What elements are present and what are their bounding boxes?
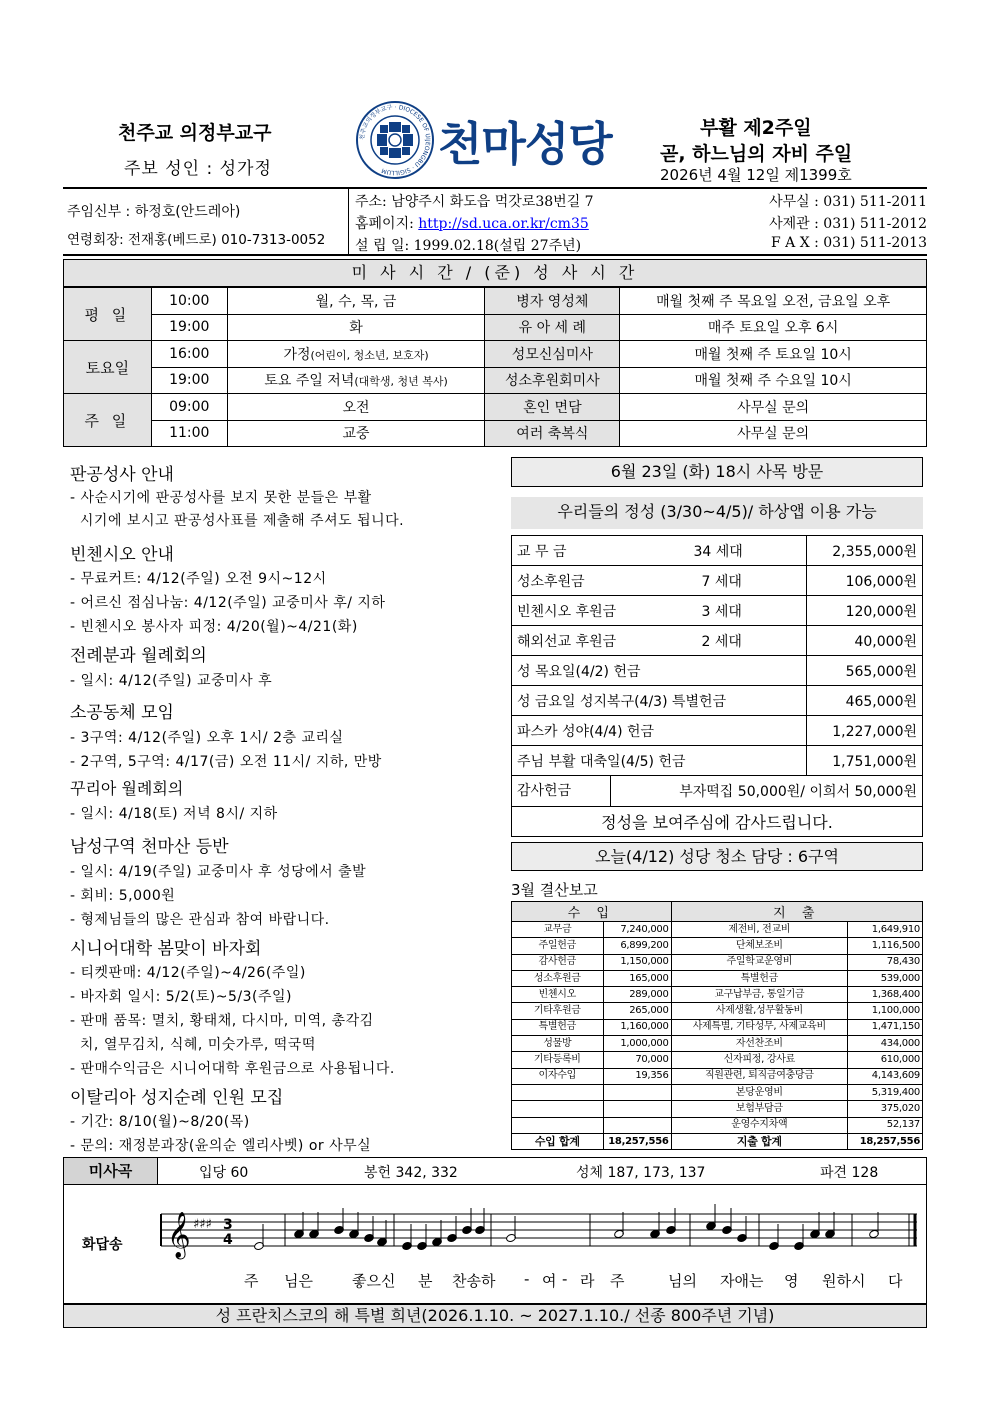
office-phone: 사무실 : 031) 511-2011 [769, 194, 927, 210]
notice-title: 꾸리아 월례회의 [70, 779, 184, 798]
sacrament-time: 매월 첫째 주 수요일 10시 [620, 367, 927, 394]
parish-name: 천마성당 [438, 117, 612, 171]
sunday-title: 부활 제2주일 [700, 117, 812, 139]
mass-time: 19:00 [151, 367, 227, 394]
psalm-notes [254, 1204, 880, 1251]
homepage-link[interactable]: http://sd.uca.or.kr/cm35 [418, 216, 589, 232]
svg-text:3: 3 [223, 1217, 233, 1233]
lyric-syllable: 자애는 [720, 1272, 764, 1290]
table-row: 보험부담금 375,020 [512, 1101, 923, 1117]
weekday-label: 평 일 [64, 288, 152, 341]
dismissal-hymn: 파견 128 [820, 1165, 879, 1181]
mass-time: 10:00 [151, 288, 227, 315]
notice-section: 이탈리아 성지순례 인원 모집 - 기간: 8/10(월)~8/20(목) - 문의: 재정분과장(윤의순 엘리사벳) or 사무실 [70, 1083, 371, 1155]
lyric-syllable: 주 [244, 1272, 259, 1290]
sunday-label: 주 일 [64, 394, 152, 447]
table-row: 성소후원금 165,000 특별헌금 539,000 [512, 970, 923, 986]
treble-clef-icon: 𝄞 [167, 1212, 191, 1258]
notice-section: 전례분과 월례회의 - 일시: 4/12(주일) 교중미사 후 [70, 641, 272, 690]
table-row: 기타등록비 70,000 신자피정, 강사료 610,000 [512, 1052, 923, 1068]
jubilee-footer: 성 프란치스코의 해 특별 희년(2026.1.10. ~ 2027.1.10./ 선종 800주년 기념) [63, 1304, 927, 1328]
sunday-subtitle: 곧, 하느님의 자비 주일 [660, 143, 853, 165]
funeral-chairman: 연령회장: 전재홍(베드로) 010-7313-0052 [67, 232, 326, 248]
mass-music-box [63, 1157, 927, 1304]
lyric-syllable: 라 [580, 1272, 595, 1290]
cleaning-duty: 오늘(4/12) 성당 청소 담당 : 6구역 [511, 842, 923, 871]
table-row [64, 341, 927, 368]
mass-desc: 토요 주일 저녁(대학생, 청년 복사) [227, 367, 485, 394]
mass-time: 09:00 [151, 394, 227, 421]
mass-schedule-title: 미 사 시 간 / (준) 성 사 시 간 [63, 259, 927, 287]
notice-section: 빈첸시오 안내 - 무료커트: 4/12(주일) 오전 9시~12시 - 어르신 점심나눔: 4/12(주일) 교중미사 후/ 지하 - 빈첸시오 봉사자 피정: 4/20(월)~4/21(화) [70, 540, 385, 636]
notice-section: 꾸리아 월례회의 - 일시: 4/18(토) 저녁 8시/ 지하 [70, 776, 278, 823]
sacrament-time: 매주 토요일 오후 6시 [620, 314, 927, 341]
table-header-row: 수 입 지 출 [512, 902, 923, 922]
sacrament-time: 사무실 문의 [620, 394, 927, 421]
sacrament-time: 매월 첫째 주 토요일 10시 [620, 341, 927, 368]
table-row [64, 394, 927, 421]
financial-report-table [511, 901, 923, 1150]
diocese-name: 천주교 의정부교구 [118, 122, 272, 144]
lyric-syllable: - [562, 1270, 568, 1288]
sacrament-label: 유 아 세 례 [485, 314, 620, 341]
mass-time: 11:00 [151, 420, 227, 447]
notice-section: 시니어대학 봄맞이 바자회 - 티켓판매: 4/12(주일)~4/26(주일) - 바자회 일시: 5/2(토)~5/3(주일) - 판매 품목: 멸치, 황태채, 다시마, 미역, 총각김 치, 열무김치, 식혜, 미숫가루, 떡국떡 - 판매수익금은 시니어대학 후원금으로 사용됩니다. [70, 934, 395, 1078]
notice-title: 판공성사 안내 [70, 465, 174, 485]
table-row: 주님 부활 대축일(4/5) 헌금 1,751,000원 [512, 746, 923, 776]
table-row: 본당운영비 5,319,400 [512, 1084, 923, 1100]
mass-desc: 가정(어린이, 청소년, 보호자) [227, 341, 485, 368]
mass-desc: 월, 수, 목, 금 [227, 288, 485, 315]
table-row [64, 420, 927, 447]
homepage-label: 홈페이지: [355, 216, 414, 232]
sacrament-label: 혼인 면담 [485, 394, 620, 421]
sacrament-time: 매월 첫째 주 목요일 오전, 금요일 오후 [620, 288, 927, 315]
lyric-syllable: - [524, 1270, 530, 1288]
lyric-syllable: 분 [418, 1272, 433, 1290]
notice-title: 소공동체 모임 [70, 703, 174, 723]
mass-desc: 오전 [227, 394, 485, 421]
table-row [512, 807, 923, 837]
sacrament-label: 성모신심미사 [485, 341, 620, 368]
pastor: 주임신부 : 하정호(안드레아) [67, 204, 241, 220]
info-box [63, 187, 927, 256]
lyric-syllable: 원하시 [822, 1272, 866, 1290]
table-row: 이자수입 19,356 직원관련, 퇴직금여충당금 4,143,609 [512, 1068, 923, 1084]
table-row: 기타후원금 265,000 사제생활,성무활동비 1,100,000 [512, 1003, 923, 1019]
issue-date: 2026년 4월 12일 제1399호 [660, 166, 852, 184]
mass-schedule-table [63, 287, 927, 447]
mass-desc: 화 [227, 314, 485, 341]
svg-text:4: 4 [223, 1232, 233, 1248]
table-row: 해외선교 후원금 2 세대 40,000원 [512, 626, 923, 656]
notice-title: 전례분과 월례회의 [70, 646, 207, 666]
psalm-lyrics [244, 1270, 904, 1294]
table-row: 빈첸시오 289,000 교구납부금, 통일기금 1,368,400 [512, 987, 923, 1003]
communion-hymn: 성체 187, 173, 137 [576, 1165, 706, 1181]
notice-section: 남성구역 천마산 등반 - 일시: 4/19(주일) 교중미사 후 성당에서 출발 - 회비: 5,000원 - 형제님들의 많은 관심과 참여 바랍니다. [70, 832, 366, 929]
table-row: 주일헌금 6,899,200 단체보조비 1,116,500 [512, 938, 923, 954]
logo-ring-text: 천주교의정부교구 · DIOCESE OF UIJEONGBU · SIGILLUM [358, 103, 432, 177]
table-row: 교무금 7,240,000 제전비, 전교비 1,649,910 [512, 922, 923, 938]
sacrament-time: 사무실 문의 [620, 420, 927, 447]
offering-table [511, 535, 923, 837]
notice-title: 시니어대학 봄맞이 바자회 [70, 939, 262, 959]
table-row: 성물방 1,000,000 자선찬조비 434,000 [512, 1036, 923, 1052]
lyric-syllable: 좋으신 [352, 1272, 396, 1290]
music-label: 미사곡 [64, 1158, 158, 1184]
table-row [64, 288, 927, 315]
parish-logo [355, 100, 435, 180]
thanks-value: 부자떡집 50,000원/ 이희서 50,000원 [679, 784, 917, 800]
sacrament-label: 병자 영성체 [485, 288, 620, 315]
notice-title: 이탈리아 성지순례 인원 모집 [70, 1088, 284, 1108]
lyric-syllable: 주 [610, 1272, 625, 1290]
report-title: 3월 결산보고 [511, 881, 598, 899]
notice-title: 남성구역 천마산 등반 [70, 837, 229, 857]
table-total-row: 수입 합계 18,257,556 지출 합계 18,257,556 [512, 1133, 923, 1149]
lyric-syllable: 여 [542, 1272, 557, 1290]
sacrament-label: 성소후원회미사 [485, 367, 620, 394]
notice-section: 판공성사 안내 - 사순시기에 판공성사를 보지 못한 분들은 부활 시기에 보시고 판공성사표를 제출해 주셔도 됩니다. [70, 460, 404, 530]
address: 주소: 남양주시 화도읍 먹갓로38번길 7 [355, 194, 594, 210]
patron-saint: 주보 성인 : 성가정 [124, 159, 272, 179]
mass-time: 19:00 [151, 314, 227, 341]
table-row: 운영수지차액 52,137 [512, 1117, 923, 1133]
offertory-hymn: 봉헌 342, 332 [364, 1165, 458, 1181]
lyric-syllable: 찬송하 [452, 1272, 496, 1290]
fax-number: F A X : 031) 511-2013 [770, 235, 927, 251]
lyric-syllable: 영 [784, 1272, 799, 1290]
mass-time: 16:00 [151, 341, 227, 368]
table-row [512, 776, 923, 807]
pastoral-visit-banner: 6월 23일 (화) 18시 사목 방문 [511, 457, 923, 487]
table-row: 감사헌금 1,150,000 주일학교운영비 78,430 [512, 954, 923, 970]
table-row [64, 314, 927, 341]
founded-date: 설 립 일: 1999.02.18(설립 27주년) [355, 238, 582, 254]
table-row: 특별헌금 1,160,000 사제특별, 기타성무, 사제교육비 1,471,150 [512, 1019, 923, 1035]
table-row: 교 무 금 34 세대 2,355,000원 [512, 536, 923, 566]
table-row: 성소후원금 7 세대 106,000원 [512, 566, 923, 596]
table-row: 성 목요일(4/2) 헌금 565,000원 [512, 656, 923, 686]
entrance-hymn: 입당 60 [199, 1165, 249, 1181]
svg-text:♯♯♯: ♯♯♯ [193, 1217, 212, 1232]
table-row [64, 367, 927, 394]
offering-title: 우리들의 정성 (3/30~4/5)/ 하상앱 이용 가능 [511, 497, 923, 529]
thanks-footer: 정성을 보여주심에 감사드립니다. [512, 807, 923, 837]
lyric-syllable: 다 [888, 1272, 903, 1290]
lyric-syllable: 님은 [284, 1272, 313, 1290]
sacrament-label: 여러 축복식 [485, 420, 620, 447]
thanks-label: 감사헌금 [512, 776, 611, 806]
table-row: 성 금요일 성지복구(4/3) 특별헌금 465,000원 [512, 686, 923, 716]
notice-section: 소공동체 모임 - 3구역: 4/12(주일) 오후 1시/ 2층 교리실 - 2구역, 5구역: 4/17(금) 오전 11시/ 지하, 만방 [70, 698, 382, 771]
rectory-phone: 사제관 : 031) 511-2012 [769, 216, 927, 232]
notice-title: 빈첸시오 안내 [70, 545, 174, 565]
table-row: 파스카 성야(4/4) 헌금 1,227,000원 [512, 716, 923, 746]
psalm-label: 화답송 [82, 1237, 123, 1253]
mass-desc: 교중 [227, 420, 485, 447]
lyric-syllable: 님의 [668, 1272, 697, 1290]
table-row: 빈첸시오 후원금 3 세대 120,000원 [512, 596, 923, 626]
saturday-label: 토요일 [64, 341, 152, 394]
